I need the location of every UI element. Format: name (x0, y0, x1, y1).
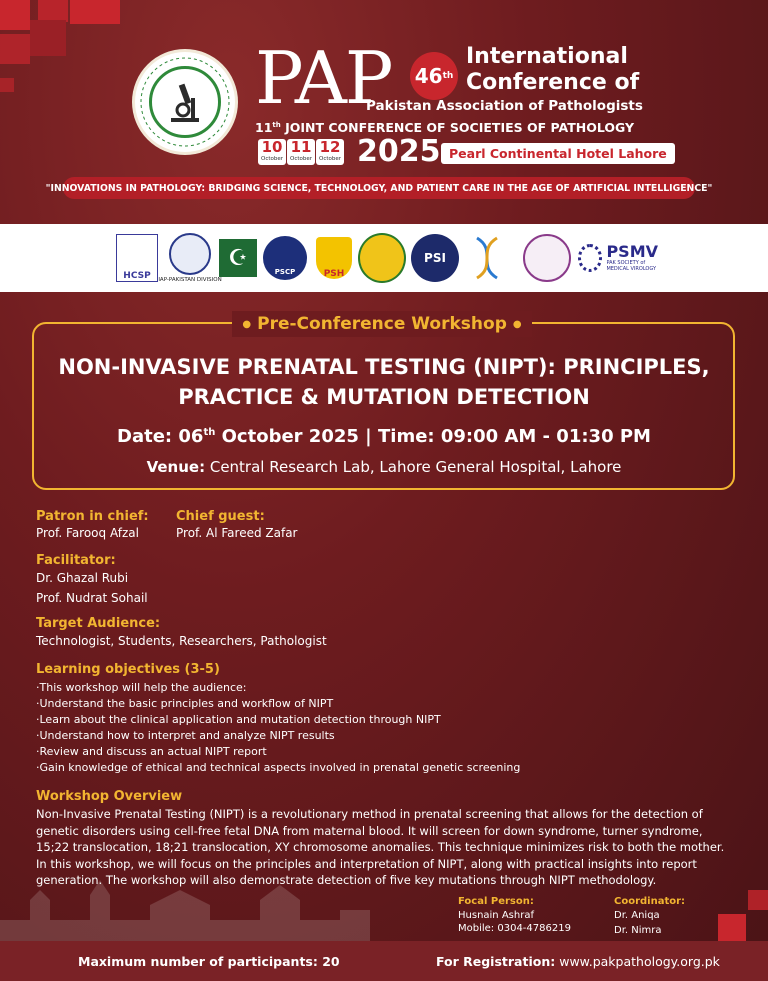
date-pre: Date: 06 (117, 426, 204, 447)
society-map-logo (358, 232, 406, 284)
objective-item: ·Understand the basic principles and workflow of NIPT (36, 697, 334, 710)
psmv-text (606, 244, 658, 272)
date-box (258, 139, 286, 165)
workshop-label: Pre-Conference Workshop (257, 314, 507, 334)
focal-label: Focal Person: (458, 896, 534, 907)
objective-item: ·Gain knowledge of ethical and technical aspects involved in prenatal genetic screening (36, 761, 521, 774)
guest-name: Prof. Al Fareed Zafar (176, 526, 298, 540)
joint-num: 11 (255, 120, 273, 135)
psh-logo (314, 232, 354, 284)
facilitator-2: Prof. Nudrat Sohail (36, 591, 148, 605)
psi-label: PSI (411, 234, 459, 282)
decor-square (38, 0, 68, 22)
intl-line1: International (466, 44, 628, 69)
overview-line: genetic disorders using cell-free fetal DNA from maternal blood. It will screen for down syndrome, turner syndrome, (36, 823, 703, 838)
workshop-title-line1: NON-INVASIVE PRENATAL TESTING (NIPT): PRINCIPLES, (58, 355, 710, 379)
workshop-venue (30, 458, 738, 476)
date-month: October (318, 156, 341, 162)
decor-square (718, 914, 746, 941)
edition-sup: th (442, 71, 454, 81)
decor-square (70, 0, 120, 24)
overview-line: 15;22 translocation, 18;21 translocation, XY chromosome anomalies. This technique minimizes risk to both the mother. (36, 840, 725, 854)
conference-year: 2025 (357, 134, 441, 169)
seal-icon (523, 234, 571, 282)
objective-item: ·Learn about the clinical application and mutation detection through NIPT (36, 713, 441, 726)
decor-square (0, 78, 14, 92)
patron-name: Prof. Farooq Afzal (36, 526, 139, 540)
dna-icon (467, 234, 515, 282)
objectives-list (36, 680, 736, 776)
date-day: 11 (290, 138, 312, 156)
overview-label: Workshop Overview (36, 789, 183, 804)
psmv-label: PSMV (606, 242, 658, 261)
conference-title (466, 44, 639, 96)
max-value: 20 (322, 954, 340, 969)
edition-badge (410, 52, 458, 100)
bullet-icon: ● (242, 318, 252, 330)
audience-label: Target Audience: (36, 616, 161, 631)
date-post: October 2025 | Time: 09:00 AM - 01:30 PM (215, 426, 651, 447)
crescent-icon: ☪ (219, 239, 257, 277)
coord-label: Coordinator: (614, 896, 686, 907)
objective-item: ·Understand how to interpret and analyze NIPT results (36, 729, 335, 742)
hcsp-label: HCSP (116, 234, 158, 282)
date-box (316, 139, 344, 165)
workshop-title (30, 352, 738, 412)
joint-sup: th (272, 120, 281, 129)
audience-text: Technologist, Students, Researchers, Pathologist (36, 634, 327, 648)
pscp-logo (262, 232, 308, 284)
association-name: Pakistan Association of Pathologists (366, 98, 643, 114)
focal-mobile: Mobile: 0304-4786219 (458, 923, 571, 934)
venue-label: Venue: (146, 458, 206, 476)
reg-label: For Registration: (436, 954, 556, 969)
date-month: October (260, 156, 283, 162)
medical-society-logo (522, 232, 572, 284)
patron-label: Patron in chief: (36, 509, 149, 524)
reg-url-link[interactable]: www.pakpathology.org.pk (559, 954, 720, 969)
iap-logo (158, 232, 222, 284)
iap-caption: IAP-PAKISTAN DIVISION (158, 277, 222, 283)
date-day: 10 (261, 138, 283, 156)
psi-logo (410, 232, 460, 284)
hcsp-logo (116, 232, 158, 284)
venue-text: Central Research Lab, Lahore General Hospital, Lahore (205, 458, 622, 476)
decor-square (0, 0, 30, 30)
coord-2: Dr. Nimra (614, 925, 662, 936)
dna-logo (466, 232, 516, 284)
footer-bar (0, 941, 768, 981)
hotel-badge: Pearl Continental Hotel Lahore (441, 143, 675, 164)
overview-line: In this workshop, we will focus on the principles and interpretation of NIPT, along with practical insights into report (36, 856, 697, 871)
psmv-logo (578, 232, 658, 284)
psmv-sub1: PAK SOCIETY of (606, 260, 646, 266)
overview-line: generation. The workshop will also demonstrate detection of five key mutations through NIPT methodology. (36, 873, 657, 887)
intl-line2: Conference of (466, 70, 640, 95)
registration (436, 954, 720, 969)
facilitator-1: Dr. Ghazal Rubi (36, 571, 129, 585)
facilitator-label: Facilitator: (36, 553, 116, 568)
objective-item: ·Review and discuss an actual NIPT report (36, 745, 267, 758)
guest-label: Chief guest: (176, 509, 265, 524)
laurel-icon (135, 52, 235, 152)
joint-text: JOINT CONFERENCE OF SOCIETIES OF PATHOLOGY (285, 120, 635, 135)
pap-society-logo (135, 52, 235, 152)
pscp-label: PSCP (263, 236, 307, 280)
workshop-datetime (30, 426, 738, 447)
objective-item: ·This workshop will help the audience: (36, 681, 247, 694)
theme-banner: "INNOVATIONS IN PATHOLOGY: BRIDGING SCIENCE, TECHNOLOGY, AND PATIENT CARE IN THE AGE OF ARTIFICIAL INTELLIGENCE" (63, 177, 695, 199)
edition-number: 46 (414, 64, 443, 88)
objectives-label: Learning objectives (3-5) (36, 662, 220, 677)
date-month: October (289, 156, 312, 162)
pap-wordmark: PAP (255, 36, 392, 120)
psh-label: PSH (316, 237, 352, 279)
decor-square (748, 890, 768, 910)
iap-emblem-icon (169, 233, 211, 275)
joint-conference (255, 120, 634, 135)
date-sup: th (203, 427, 216, 438)
bullet-icon: ● (512, 318, 522, 330)
workshop-label-wrap (232, 311, 532, 337)
pakistan-flag-logo (218, 232, 258, 284)
workshop-title-line2: PRACTICE & MUTATION DETECTION (178, 385, 590, 409)
virus-icon (578, 244, 602, 272)
overview-line: Non-Invasive Prenatal Testing (NIPT) is a revolutionary method in prenatal screening that allows for the detection of (36, 807, 703, 821)
psmv-sub2: MEDICAL VIROLOGY (606, 266, 657, 272)
max-participants (78, 954, 340, 969)
pakistan-map-icon (358, 233, 406, 283)
focal-name: Husnain Ashraf (458, 910, 534, 921)
coord-1: Dr. Aniqa (614, 910, 660, 921)
partner-logos-strip (0, 224, 768, 292)
decor-square (30, 20, 66, 56)
date-box (287, 139, 315, 165)
max-label: Maximum number of participants: (78, 954, 318, 969)
decor-square (0, 34, 30, 64)
date-day: 12 (319, 138, 341, 156)
